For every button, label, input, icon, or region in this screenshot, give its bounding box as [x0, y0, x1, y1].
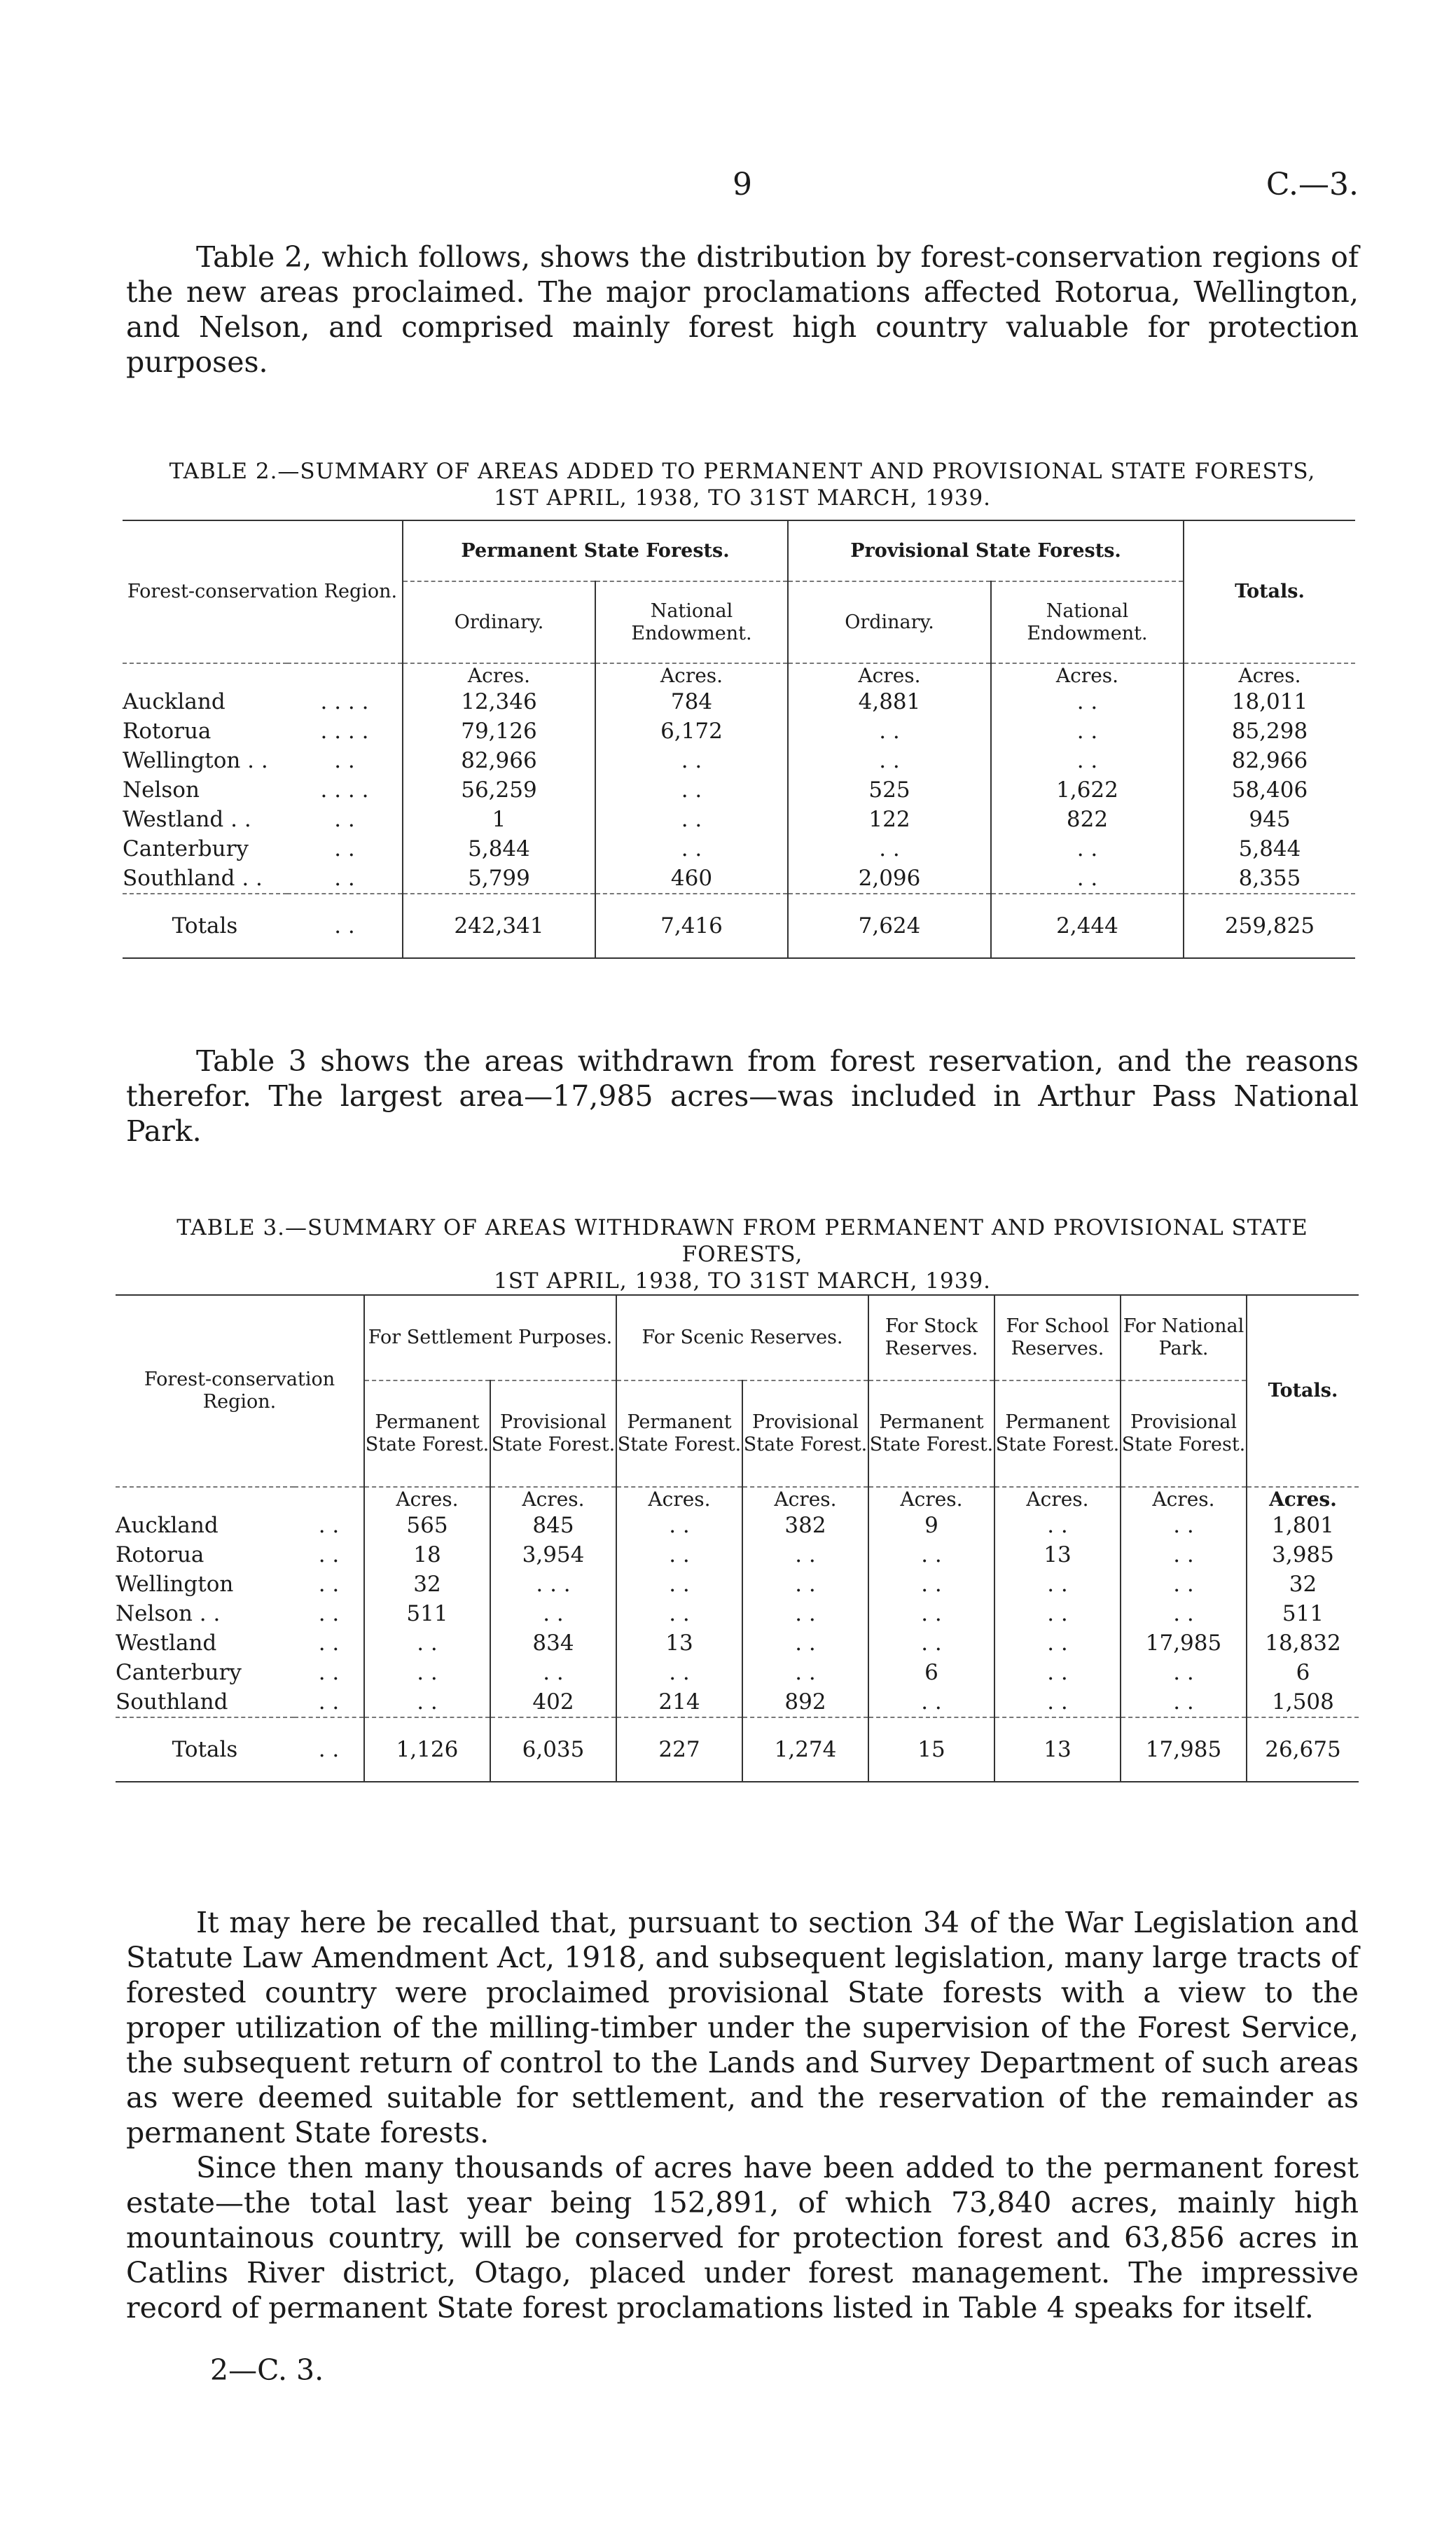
cell: 1,801: [1247, 1511, 1359, 1540]
cell: . .: [868, 1599, 994, 1628]
table-row: [116, 1658, 1359, 1687]
cell: 17,985: [1121, 1717, 1247, 1782]
cell: . .: [742, 1570, 868, 1599]
region-name: Canterbury: [116, 1660, 242, 1685]
table-row: [123, 746, 1355, 775]
cell: 1,622: [991, 775, 1184, 805]
cell: 2,444: [991, 894, 1184, 958]
table2-unit: Acres.: [788, 663, 991, 687]
table3-header-prov: Provisional State Forest.: [742, 1380, 868, 1487]
cell: 892: [742, 1687, 868, 1717]
leader-dots: . .: [318, 1630, 340, 1656]
cell: 82,966: [403, 746, 595, 775]
table2-header-prov-national: National Endowment.: [991, 581, 1184, 663]
cell: 565: [364, 1511, 490, 1540]
table3-header-region: Forest-conservation Region.: [116, 1295, 364, 1487]
table3-header-scenic: For Scenic Reserves.: [616, 1295, 868, 1380]
cell: . .: [788, 716, 991, 746]
table3-caption-line2: 1ST APRIL, 1938, TO 31ST MARCH, 1939.: [493, 1268, 992, 1294]
table2-header-row1: [123, 520, 1355, 581]
cell: 3,954: [490, 1540, 616, 1570]
cell: . .: [994, 1687, 1121, 1717]
table3-header-perm: Permanent State Forest.: [616, 1380, 742, 1487]
cell: 402: [490, 1687, 616, 1717]
cell: . .: [595, 834, 788, 864]
cell: . .: [595, 746, 788, 775]
cell: . .: [742, 1599, 868, 1628]
signature-mark: 2—C. 3.: [210, 2353, 324, 2387]
cell: 32: [1247, 1570, 1359, 1599]
region-name: Southland: [116, 1689, 228, 1715]
cell: 79,126: [403, 716, 595, 746]
cell: 17,985: [1121, 1628, 1247, 1658]
table-row: [123, 834, 1355, 864]
cell: 822: [991, 805, 1184, 834]
cell: . .: [742, 1628, 868, 1658]
table3-unit: Acres.: [1121, 1487, 1247, 1511]
cell: . .: [616, 1658, 742, 1687]
table2-header-provisional: Provisional State Forests.: [788, 520, 1184, 581]
table3-header-settlement: For Settlement Purposes.: [364, 1295, 616, 1380]
table2-caption-line2: 1ST APRIL, 1938, TO 31ST MARCH, 1939.: [493, 485, 992, 511]
leader-dots: . .: [334, 866, 355, 891]
cell: 6: [868, 1658, 994, 1687]
leader-dots: . .: [334, 836, 355, 861]
table3-header-national-park: For National Park.: [1121, 1295, 1247, 1380]
table2-header-perm-ordinary: Ordinary.: [403, 581, 595, 663]
cell: . .: [994, 1599, 1121, 1628]
table3-header-stock: For Stock Reserves.: [868, 1295, 994, 1380]
table3-caption-line1: TABLE 3.—SUMMARY OF AREAS WITHDRAWN FROM PERMANENT AND PROVISIONAL STATE FORESTS,: [176, 1215, 1308, 1267]
leader-dots: . .: [334, 807, 355, 832]
table3-unit: Acres.: [364, 1487, 490, 1511]
cell: . .: [616, 1540, 742, 1570]
leader-dots: . . . .: [320, 719, 369, 744]
cell: 3,985: [1247, 1540, 1359, 1570]
cell: 32: [364, 1570, 490, 1599]
cell: . .: [595, 775, 788, 805]
table3-unit: Acres.: [994, 1487, 1121, 1511]
cell: 13: [994, 1717, 1121, 1782]
table2-unit: Acres.: [595, 663, 788, 687]
cell: . .: [1121, 1540, 1247, 1570]
cell: 214: [616, 1687, 742, 1717]
cell: 9: [868, 1511, 994, 1540]
cell: 1,126: [364, 1717, 490, 1782]
cell: 122: [788, 805, 991, 834]
table3-header-perm: Permanent State Forest.: [994, 1380, 1121, 1487]
cell: . .: [1121, 1687, 1247, 1717]
region-name: Canterbury: [123, 836, 249, 861]
table-row: [116, 1687, 1359, 1717]
cell: 6,172: [595, 716, 788, 746]
cell: . .: [994, 1628, 1121, 1658]
cell: . .: [994, 1570, 1121, 1599]
cell: . .: [991, 834, 1184, 864]
region-name: Nelson: [123, 777, 200, 803]
cell: 2,096: [788, 864, 991, 894]
cell: 834: [490, 1628, 616, 1658]
table3-caption: [126, 1214, 1359, 1294]
region-name: Westland: [116, 1630, 217, 1656]
cell: 26,675: [1247, 1717, 1359, 1782]
cell: . .: [868, 1687, 994, 1717]
table-row: [116, 1628, 1359, 1658]
table2-unit: Acres.: [1184, 663, 1355, 687]
cell: 56,259: [403, 775, 595, 805]
region-name: Nelson . .: [116, 1601, 221, 1626]
table3-header-row1: [116, 1295, 1359, 1380]
cell: . .: [742, 1540, 868, 1570]
cell: 259,825: [1184, 894, 1355, 958]
leader-dots: . .: [318, 1660, 340, 1685]
intro-paragraph: Table 2, which follows, shows the distribution by forest-conservation regions of the new areas proclaimed. The major proclamations affected Rotorua, Wellington, and Nelson, and comprised mainly forest high country valuable for protection purposes.: [126, 240, 1359, 379]
table3-unit: Acres.: [1247, 1487, 1359, 1511]
cell: 18,011: [1184, 687, 1355, 716]
leader-dots: . .: [318, 1737, 340, 1762]
cell: 511: [364, 1599, 490, 1628]
table-row: [123, 864, 1355, 894]
leader-dots: . . . .: [320, 777, 369, 803]
cell: 12,346: [403, 687, 595, 716]
cell: . .: [991, 746, 1184, 775]
table2-unit: Acres.: [991, 663, 1184, 687]
table2-header-permanent: Permanent State Forests.: [403, 520, 788, 581]
cell: . .: [788, 746, 991, 775]
table3-unit: Acres.: [490, 1487, 616, 1511]
cell: 1: [403, 805, 595, 834]
region-name: Auckland: [123, 689, 226, 714]
cell: . .: [616, 1599, 742, 1628]
cell: 1,274: [742, 1717, 868, 1782]
cell: . .: [364, 1628, 490, 1658]
table3-header-totals: Totals.: [1247, 1295, 1359, 1487]
table3-unit: Acres.: [616, 1487, 742, 1511]
cell: . .: [742, 1658, 868, 1687]
cell: 845: [490, 1511, 616, 1540]
cell: 5,844: [403, 834, 595, 864]
cell: 15: [868, 1717, 994, 1782]
table-row: [116, 1511, 1359, 1540]
table3-totals-row: [116, 1717, 1359, 1782]
cell: . .: [994, 1511, 1121, 1540]
page-number: 9: [733, 167, 752, 202]
region-name: Rotorua: [116, 1542, 204, 1567]
table2-units-row: [123, 663, 1355, 687]
table2-header-region: Forest-conservation Region.: [123, 520, 403, 663]
leader-dots: . . . .: [320, 689, 369, 714]
table3-header-prov: Provisional State Forest.: [490, 1380, 616, 1487]
table2-header-perm-national: National Endowment.: [595, 581, 788, 663]
cell: . .: [1121, 1658, 1247, 1687]
cell: 242,341: [403, 894, 595, 958]
table-row: [116, 1599, 1359, 1628]
table2-caption: [126, 458, 1359, 511]
cell: 4,881: [788, 687, 991, 716]
cell: 13: [616, 1628, 742, 1658]
cell: 8,355: [1184, 864, 1355, 894]
region-name: Wellington . .: [123, 748, 268, 773]
region-name: Westland . .: [123, 807, 251, 832]
cell: . .: [994, 1658, 1121, 1687]
cell: 85,298: [1184, 716, 1355, 746]
region-name: Wellington: [116, 1572, 234, 1597]
region-name: Southland . .: [123, 866, 263, 891]
cell: . .: [868, 1540, 994, 1570]
cell: 6: [1247, 1658, 1359, 1687]
table-row: [123, 716, 1355, 746]
cell: . .: [490, 1658, 616, 1687]
table-row: [123, 805, 1355, 834]
cell: . .: [991, 864, 1184, 894]
table2: [123, 520, 1355, 959]
cell: 1,508: [1247, 1687, 1359, 1717]
table3-unit: Acres.: [742, 1487, 868, 1511]
cell: 511: [1247, 1599, 1359, 1628]
cell: 5,844: [1184, 834, 1355, 864]
cell: . .: [616, 1511, 742, 1540]
cell: 7,624: [788, 894, 991, 958]
page-header: [126, 167, 1359, 209]
cell: . .: [1121, 1511, 1247, 1540]
cell: . .: [788, 834, 991, 864]
cell: 6,035: [490, 1717, 616, 1782]
cell: . .: [1121, 1599, 1247, 1628]
region-name: Auckland: [116, 1513, 219, 1538]
table2-totals-row: [123, 894, 1355, 958]
cell: 525: [788, 775, 991, 805]
cell: 784: [595, 687, 788, 716]
leader-dots: . .: [318, 1689, 340, 1715]
cell: 460: [595, 864, 788, 894]
table3-units-row: [116, 1487, 1359, 1511]
table2-caption-line1: TABLE 2.—SUMMARY OF AREAS ADDED TO PERMANENT AND PROVISIONAL STATE FORESTS,: [169, 459, 1316, 484]
cell: . .: [490, 1599, 616, 1628]
table3-unit: Acres.: [868, 1487, 994, 1511]
cell: 58,406: [1184, 775, 1355, 805]
leader-dots: . .: [334, 913, 355, 939]
cell: 18,832: [1247, 1628, 1359, 1658]
cell: . .: [868, 1628, 994, 1658]
leader-dots: . .: [318, 1601, 340, 1626]
cell: 82,966: [1184, 746, 1355, 775]
cell: 7,416: [595, 894, 788, 958]
series-code: C.—3.: [1266, 167, 1359, 202]
cell: 227: [616, 1717, 742, 1782]
cell: . .: [868, 1570, 994, 1599]
table3-header-school: For School Reserves.: [994, 1295, 1121, 1380]
cell: 13: [994, 1540, 1121, 1570]
region-name: Rotorua: [123, 719, 212, 744]
recall-paragraph: It may here be recalled that, pursuant to section 34 of the War Legislation and Statute Law Amendment Act, 1918, and subsequent legislation, many large tracts of forested country were proclaimed provisional State forests with a view to the proper utilization of the milling-timber under the supervision of the Forest Service, the subsequent return of control to the Lands and Survey Department of such areas as were deemed suitable for settlement, and the reservation of the remainder as permanent State forests.: [126, 1906, 1359, 2149]
cell: . .: [364, 1658, 490, 1687]
table3-header-perm: Permanent State Forest.: [868, 1380, 994, 1487]
table-row: [116, 1540, 1359, 1570]
since-paragraph: Since then many thousands of acres have been added to the permanent forest estate—the total last year being 152,891, of which 73,840 acres, mainly high mountainous country, will be conserved for protection forest and 63,856 acres in Catlins River district, Otago, placed under forest management. The impressive record of permanent State forest proclamations listed in Table 4 speaks for itself.: [126, 2151, 1359, 2325]
leader-dots: . .: [318, 1542, 340, 1567]
totals-label: Totals: [172, 1737, 238, 1762]
cell: . .: [364, 1687, 490, 1717]
table3-intro-paragraph: Table 3 shows the areas withdrawn from forest reservation, and the reasons therefor. The largest area—17,985 acres—was included in Arthur Pass National Park.: [126, 1044, 1359, 1148]
cell: 5,799: [403, 864, 595, 894]
table-row: [116, 1570, 1359, 1599]
table2-unit: Acres.: [403, 663, 595, 687]
leader-dots: . .: [318, 1572, 340, 1597]
table2-header-totals: Totals.: [1184, 520, 1355, 663]
cell: 382: [742, 1511, 868, 1540]
cell: . .: [991, 716, 1184, 746]
cell: . . .: [490, 1570, 616, 1599]
cell: 945: [1184, 805, 1355, 834]
table-row: [123, 775, 1355, 805]
cell: . .: [616, 1570, 742, 1599]
table3-header-prov: Provisional State Forest.: [1121, 1380, 1247, 1487]
leader-dots: . .: [318, 1513, 340, 1538]
cell: 18: [364, 1540, 490, 1570]
cell: . .: [991, 687, 1184, 716]
leader-dots: . .: [334, 748, 355, 773]
cell: . .: [595, 805, 788, 834]
cell: . .: [1121, 1570, 1247, 1599]
totals-label: Totals: [172, 913, 238, 939]
table-row: [123, 687, 1355, 716]
table3: [116, 1294, 1359, 1782]
table3-header-perm: Permanent State Forest.: [364, 1380, 490, 1487]
table2-header-prov-ordinary: Ordinary.: [788, 581, 991, 663]
